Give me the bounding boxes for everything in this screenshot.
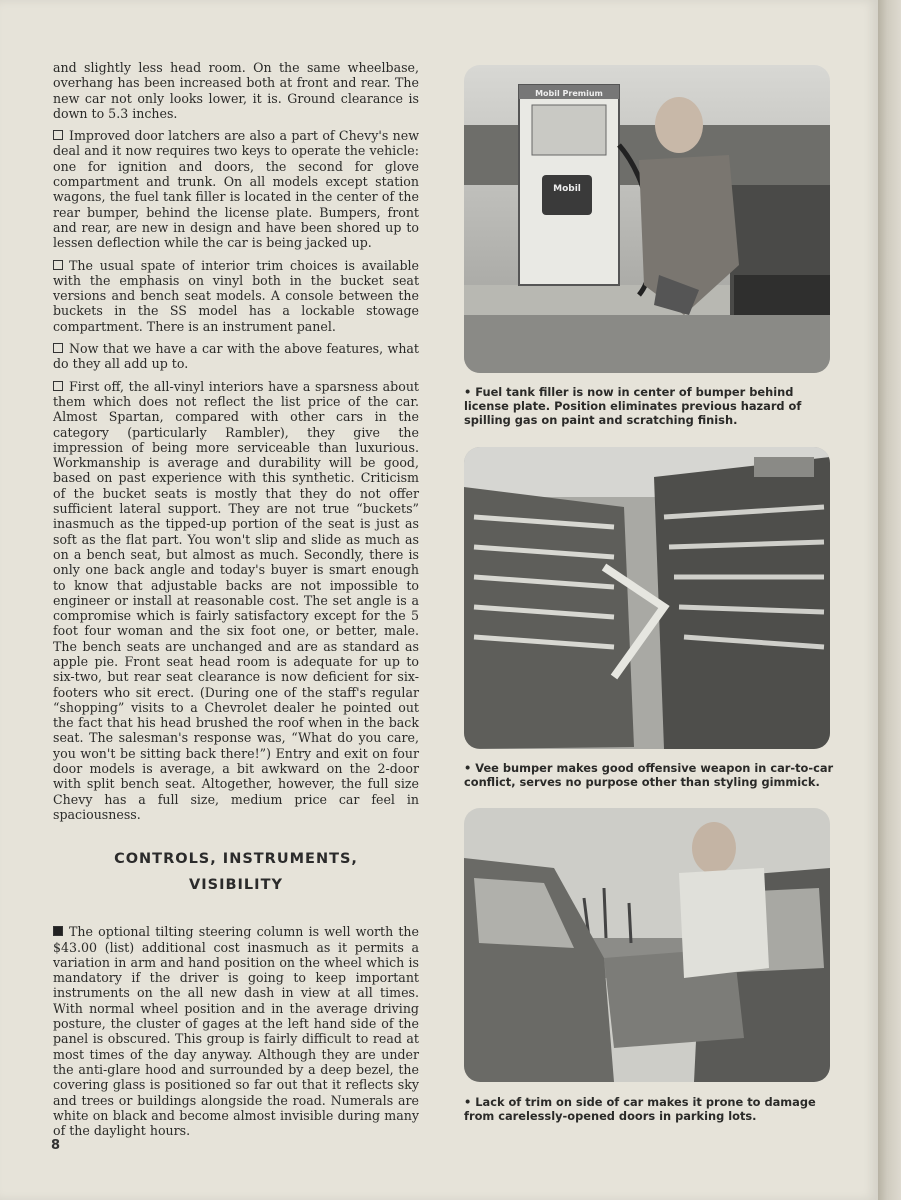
section-heading-line: CONTROLS, INSTRUMENTS, [114,851,358,868]
photo-door-damage [464,808,830,1082]
article-paragraph: The usual spate of interior trim choices is available with the emphasis on vinyl both in the bucket seat versions and bench seat models. A console between the buckets in the SS model has a lockable stowage compartment. There is an instrument panel. [53,257,419,334]
pump-sign-text: Mobil Premium [535,89,603,98]
photo-caption: • Lack of trim on side of car makes it prone to damage from carelessly-opened doors in parking lots. [464,1095,816,1123]
photo-fuel-filler-image [464,65,830,373]
section-heading-line: VISIBILITY [189,877,283,894]
article-paragraph: Improved door latchers are also a part of Chevy's new deal and it now requires two keys to operate the vehicle: one for ignition and doors, the second for glove compartment and trunk. On all models except station wagons, the fuel tank filler is located in the center of the rear bumper, behind the license plate. Bumpers, front and rear, are new in design and have been shored up to lessen deflection while the car is being jacked up. [53,128,419,251]
photo-vee-bumper-image [464,447,830,749]
next-page-edge [878,0,901,1200]
article-paragraph: The optional tilting steering column is well worth the $43.00 (list) additional cost inasmuch as it permits a variation in arm and hand position on the wheel which is mandatory if the driver is going to keep important instruments on the all new dash in view at all times. With normal wheel position and in the average driving posture, the cluster of gages at the left hand side of the panel is obscured. This group is fairly difficult to read at most times of the day anyway. Although they are under the anti-glare hood and surrounded by a deep bezel, the covering glass is positioned so far out that it reflects sky and trees or buildings alongside the road. Numerals are white on black and become almost invisible during many of the daylight hours. [53,924,419,1139]
page-number: 8 [51,1138,61,1153]
open-square-bullet-icon [53,260,63,270]
svg-text:Mobil: Mobil [553,184,581,194]
photo-caption: • Fuel tank filler is now in center of bumper behind license plate. Position eliminates previous hazard of spilling gas on paint and scratching finish. [464,385,802,427]
photo-vee-bumper [464,447,830,749]
article-paragraph: Now that we have a car with the above features, what do they all add up to. [53,341,419,372]
filled-square-bullet-icon [53,926,63,936]
article-paragraph: and slightly less head room. On the same wheelbase, overhang has been increased both at front and rear. The new car not only looks lower, it is. Ground clearance is down to 5.3 inches. [53,60,419,121]
open-square-bullet-icon [53,343,63,353]
photo-caption: • Vee bumper makes good offensive weapon in car-to-car conflict, serves no purpose other than styling gimmick. [464,761,834,789]
photo-fuel-filler [464,65,830,373]
section-heading [53,846,419,898]
article-paragraph: First off, the all-vinyl interiors have a sparsness about them which does not reflect the list price of the car. Almost Spartan, compared with other cars in the category (particularly Rambler), they give the impression of being more serviceable than luxurious. Workmanship is average and durability will be good, based on past experience with this synthetic. Criticism of the bucket seats is mostly that they do not offer sufficient lateral support. They are not true “buckets” inasmuch as the tipped-up portion of the seat is just as soft as the flat part. You won't slip and slide as much as on a bench seat, but almost as much. Secondly, there is only one back angle and today's buyer is smart enough to know that adjustable backs are not impossible to engineer or install at reasonable cost. The set angle is a compromise which is fairly satisfactory except for the 5 foot four woman and the six foot one, or better, male. The bench seats are unchanged and are as standard as apple pie. Front seat head room is adequate for up to six-two, but rear seat clearance is now deficient for six-footers who sit erect. (During one of the staff's regular “shopping” visits to a Chevrolet dealer he pointed out the fact that his head brushed the roof when in the back seat. The salesman's response was, “What do you care, you won't be sitting back there!”) Entry and exit on four door models is average, a bit awkward on the 2-door with split bench seat. Altogether, however, the full size Chevy has a full size, medium price car feel in spaciousness. [53,378,419,822]
photo-door-damage-image [464,808,830,1082]
open-square-bullet-icon [53,381,63,391]
article-text-column [53,60,419,1145]
open-square-bullet-icon [53,130,63,140]
